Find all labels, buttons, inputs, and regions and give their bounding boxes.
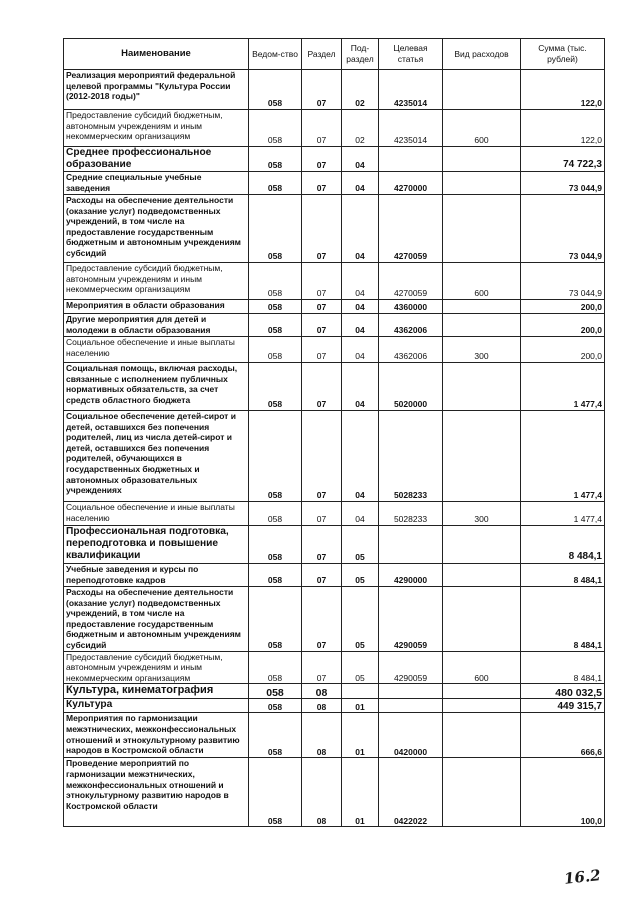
row-department: 058 bbox=[249, 502, 302, 526]
row-subsection: 01 bbox=[342, 758, 379, 827]
row-department: 058 bbox=[249, 526, 302, 564]
table-body bbox=[64, 70, 605, 827]
row-expense-type: 600 bbox=[443, 110, 521, 147]
row-sum: 1 477,4 bbox=[521, 363, 605, 411]
row-subsection: 01 bbox=[342, 713, 379, 758]
budget-table bbox=[63, 38, 605, 827]
row-department: 058 bbox=[249, 684, 302, 699]
header-subsection: Под-раздел bbox=[342, 39, 379, 70]
row-target-article: 4270000 bbox=[379, 172, 443, 195]
row-name: Расходы на обеспечение деятельности (оказание услуг) подведомственных учреждений, в том числе на предоставление государственным бюджетным и автономным учреждениям субсидий bbox=[64, 195, 249, 263]
row-target-article bbox=[379, 526, 443, 564]
header-expense-type: Вид расходов bbox=[443, 39, 521, 70]
row-section: 08 bbox=[302, 758, 342, 827]
row-target-article: 4362006 bbox=[379, 314, 443, 337]
table-row bbox=[64, 300, 605, 314]
row-sum: 122,0 bbox=[521, 110, 605, 147]
row-section: 08 bbox=[302, 684, 342, 699]
row-subsection bbox=[342, 684, 379, 699]
row-target-article: 5028233 bbox=[379, 411, 443, 502]
row-section: 08 bbox=[302, 713, 342, 758]
row-target-article: 4290000 bbox=[379, 564, 443, 587]
row-target-article: 4290059 bbox=[379, 651, 443, 684]
row-sum: 1 477,4 bbox=[521, 411, 605, 502]
row-expense-type bbox=[443, 70, 521, 110]
row-name: Реализация мероприятий федеральной целевой программы "Культура России (2012-2018 годы)" bbox=[64, 70, 249, 110]
table-row bbox=[64, 337, 605, 363]
table-row bbox=[64, 526, 605, 564]
row-section: 07 bbox=[302, 502, 342, 526]
row-subsection: 05 bbox=[342, 526, 379, 564]
row-expense-type: 300 bbox=[443, 502, 521, 526]
row-target-article: 5020000 bbox=[379, 363, 443, 411]
row-name: Социальная помощь, включая расходы, связанные с исполнением публичных нормативных обязательств, за счет средств областного бюджета bbox=[64, 363, 249, 411]
row-section: 07 bbox=[302, 564, 342, 587]
row-section: 07 bbox=[302, 651, 342, 684]
row-name: Предоставление субсидий бюджетным, автономным учреждениям и иным некоммерческим организациям bbox=[64, 651, 249, 684]
row-name: Социальное обеспечение и иные выплаты населению bbox=[64, 337, 249, 363]
row-section: 07 bbox=[302, 411, 342, 502]
row-target-article: 0422022 bbox=[379, 758, 443, 827]
table-row bbox=[64, 263, 605, 300]
row-section: 07 bbox=[302, 263, 342, 300]
row-name: Учебные заведения и курсы по переподготовке кадров bbox=[64, 564, 249, 587]
row-department: 058 bbox=[249, 713, 302, 758]
table-row bbox=[64, 411, 605, 502]
row-sum: 449 315,7 bbox=[521, 699, 605, 713]
row-sum: 200,0 bbox=[521, 337, 605, 363]
row-name: Расходы на обеспечение деятельности (оказание услуг) подведомственных учреждений, в том числе на предоставление государственным бюджетным и автономным учреждениям субсидий bbox=[64, 587, 249, 652]
table-row bbox=[64, 363, 605, 411]
table-row bbox=[64, 713, 605, 758]
header-row bbox=[64, 39, 605, 70]
row-subsection: 04 bbox=[342, 502, 379, 526]
row-expense-type bbox=[443, 564, 521, 587]
header-department: Ведом-ство bbox=[249, 39, 302, 70]
header-target-article: Целевая статья bbox=[379, 39, 443, 70]
row-sum: 74 722,3 bbox=[521, 147, 605, 172]
row-subsection: 04 bbox=[342, 172, 379, 195]
row-section: 07 bbox=[302, 363, 342, 411]
row-subsection: 02 bbox=[342, 110, 379, 147]
row-name: Социальное обеспечение детей-сирот и детей, оставшихся без попечения родителей, лиц из числа детей-сирот и детей, оставшихся без попечения родителей, обучающихся в государственных бюджетных и автономных образовательных учреждениях bbox=[64, 411, 249, 502]
row-expense-type bbox=[443, 363, 521, 411]
row-subsection: 04 bbox=[342, 263, 379, 300]
row-sum: 122,0 bbox=[521, 70, 605, 110]
row-subsection: 04 bbox=[342, 337, 379, 363]
row-sum: 8 484,1 bbox=[521, 651, 605, 684]
row-expense-type bbox=[443, 526, 521, 564]
header-section: Раздел bbox=[302, 39, 342, 70]
row-sum: 8 484,1 bbox=[521, 526, 605, 564]
row-sum: 200,0 bbox=[521, 300, 605, 314]
row-target-article: 0420000 bbox=[379, 713, 443, 758]
row-sum: 73 044,9 bbox=[521, 172, 605, 195]
table-row bbox=[64, 587, 605, 652]
row-target-article: 4270059 bbox=[379, 263, 443, 300]
row-expense-type bbox=[443, 587, 521, 652]
row-expense-type bbox=[443, 758, 521, 827]
row-subsection: 05 bbox=[342, 587, 379, 652]
row-section: 07 bbox=[302, 195, 342, 263]
row-name: Культура bbox=[64, 699, 249, 713]
row-section: 07 bbox=[302, 587, 342, 652]
row-department: 058 bbox=[249, 651, 302, 684]
row-name: Предоставление субсидий бюджетным, автономным учреждениям и иным некоммерческим организациям bbox=[64, 110, 249, 147]
row-subsection: 04 bbox=[342, 411, 379, 502]
table-row bbox=[64, 502, 605, 526]
header-name: Наименование bbox=[64, 39, 249, 70]
row-section: 07 bbox=[302, 526, 342, 564]
row-sum: 480 032,5 bbox=[521, 684, 605, 699]
row-department: 058 bbox=[249, 564, 302, 587]
row-name: Предоставление субсидий бюджетным, автономным учреждениям и иным некоммерческим организациям bbox=[64, 263, 249, 300]
row-department: 058 bbox=[249, 300, 302, 314]
row-subsection: 05 bbox=[342, 564, 379, 587]
row-department: 058 bbox=[249, 411, 302, 502]
row-subsection: 04 bbox=[342, 300, 379, 314]
row-name: Средние специальные учебные заведения bbox=[64, 172, 249, 195]
table-row bbox=[64, 147, 605, 172]
row-department: 058 bbox=[249, 337, 302, 363]
row-subsection: 05 bbox=[342, 651, 379, 684]
row-target-article bbox=[379, 147, 443, 172]
table-row bbox=[64, 684, 605, 699]
row-section: 07 bbox=[302, 110, 342, 147]
row-section: 07 bbox=[302, 147, 342, 172]
row-target-article: 4290059 bbox=[379, 587, 443, 652]
row-target-article bbox=[379, 684, 443, 699]
table-row bbox=[64, 195, 605, 263]
row-expense-type bbox=[443, 411, 521, 502]
row-subsection: 01 bbox=[342, 699, 379, 713]
row-expense-type bbox=[443, 147, 521, 172]
row-department: 058 bbox=[249, 110, 302, 147]
row-expense-type bbox=[443, 684, 521, 699]
row-sum: 200,0 bbox=[521, 314, 605, 337]
row-department: 058 bbox=[249, 172, 302, 195]
table-row bbox=[64, 314, 605, 337]
row-department: 058 bbox=[249, 195, 302, 263]
row-sum: 73 044,9 bbox=[521, 195, 605, 263]
row-department: 058 bbox=[249, 363, 302, 411]
row-expense-type bbox=[443, 300, 521, 314]
table-row bbox=[64, 699, 605, 713]
row-section: 07 bbox=[302, 300, 342, 314]
row-department: 058 bbox=[249, 263, 302, 300]
row-expense-type: 300 bbox=[443, 337, 521, 363]
row-subsection: 04 bbox=[342, 363, 379, 411]
row-name: Социальное обеспечение и иные выплаты населению bbox=[64, 502, 249, 526]
row-target-article: 4362006 bbox=[379, 337, 443, 363]
row-expense-type bbox=[443, 314, 521, 337]
row-section: 07 bbox=[302, 70, 342, 110]
table-row bbox=[64, 110, 605, 147]
row-sum: 73 044,9 bbox=[521, 263, 605, 300]
row-target-article bbox=[379, 699, 443, 713]
row-expense-type bbox=[443, 713, 521, 758]
row-sum: 100,0 bbox=[521, 758, 605, 827]
row-name: Среднее профессиональное образование bbox=[64, 147, 249, 172]
row-department: 058 bbox=[249, 70, 302, 110]
row-name: Культура, кинематография bbox=[64, 684, 249, 699]
page-number-handwritten: 16.2 bbox=[563, 866, 602, 888]
row-target-article: 4235014 bbox=[379, 110, 443, 147]
row-target-article: 5028233 bbox=[379, 502, 443, 526]
row-section: 08 bbox=[302, 699, 342, 713]
row-expense-type: 600 bbox=[443, 651, 521, 684]
row-name: Мероприятия по гармонизации межэтнических, межконфессиональных отношений и этнокультурному развитию народов в Костромской области bbox=[64, 713, 249, 758]
row-name: Мероприятия в области образования bbox=[64, 300, 249, 314]
table-row bbox=[64, 172, 605, 195]
row-sum: 8 484,1 bbox=[521, 587, 605, 652]
header-sum: Сумма (тыс. рублей) bbox=[521, 39, 605, 70]
row-expense-type bbox=[443, 699, 521, 713]
row-department: 058 bbox=[249, 314, 302, 337]
row-subsection: 04 bbox=[342, 195, 379, 263]
row-subsection: 04 bbox=[342, 147, 379, 172]
row-target-article: 4235014 bbox=[379, 70, 443, 110]
table-row bbox=[64, 70, 605, 110]
row-section: 07 bbox=[302, 314, 342, 337]
row-name: Другие мероприятия для детей и молодежи в области образования bbox=[64, 314, 249, 337]
table-row bbox=[64, 758, 605, 827]
table-row bbox=[64, 564, 605, 587]
row-department: 058 bbox=[249, 147, 302, 172]
row-expense-type bbox=[443, 195, 521, 263]
row-target-article: 4270059 bbox=[379, 195, 443, 263]
row-department: 058 bbox=[249, 587, 302, 652]
row-expense-type bbox=[443, 172, 521, 195]
row-section: 07 bbox=[302, 172, 342, 195]
row-sum: 1 477,4 bbox=[521, 502, 605, 526]
row-expense-type: 600 bbox=[443, 263, 521, 300]
row-sum: 666,6 bbox=[521, 713, 605, 758]
row-department: 058 bbox=[249, 758, 302, 827]
row-subsection: 02 bbox=[342, 70, 379, 110]
row-name: Профессиональная подготовка, переподготовка и повышение квалификации bbox=[64, 526, 249, 564]
row-name: Проведение мероприятий по гармонизации межэтнических, межконфессиональных отношений и этнокультурному развитию народов в Костромской области bbox=[64, 758, 249, 827]
row-subsection: 04 bbox=[342, 314, 379, 337]
row-sum: 8 484,1 bbox=[521, 564, 605, 587]
row-department: 058 bbox=[249, 699, 302, 713]
table-row bbox=[64, 651, 605, 684]
row-target-article: 4360000 bbox=[379, 300, 443, 314]
row-section: 07 bbox=[302, 337, 342, 363]
